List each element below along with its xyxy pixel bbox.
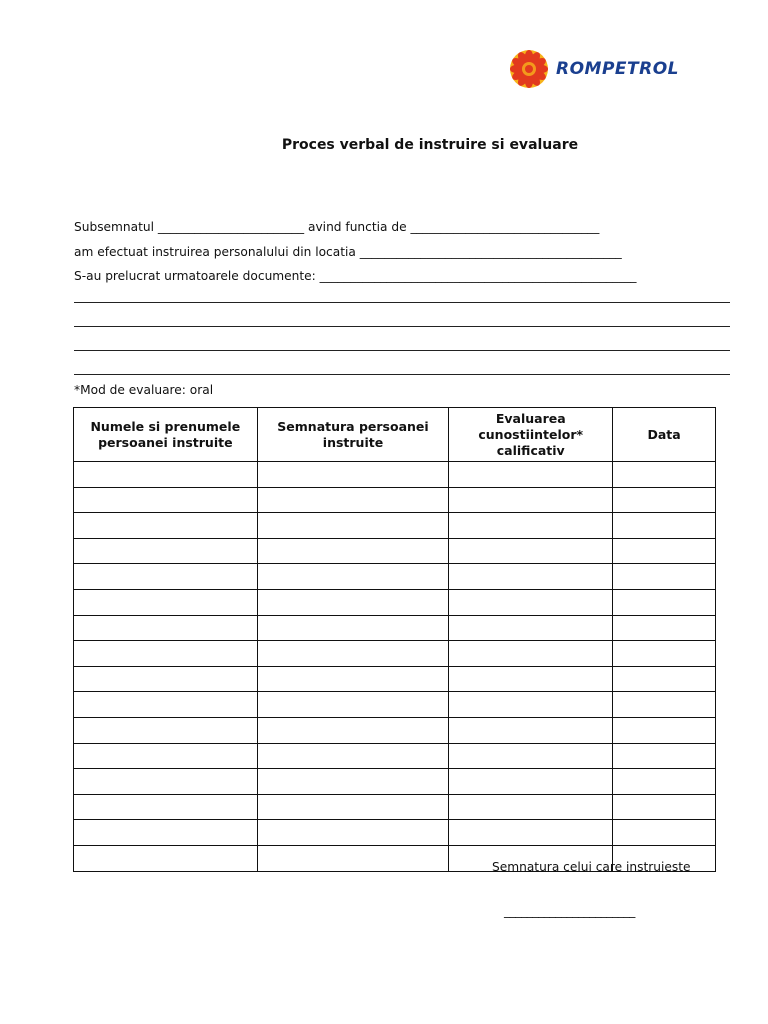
document-title: Proces verbal de instruire si evaluare xyxy=(281,137,579,153)
evaluation-cell[interactable] xyxy=(449,794,613,820)
signature-cell[interactable] xyxy=(257,769,449,795)
table-row xyxy=(74,564,716,590)
form-line-location: am efectuat instruirea personalului din locatia ___________________________________________ xyxy=(74,245,622,259)
signature-cell[interactable] xyxy=(257,538,449,564)
brand-name: ROMPETROL xyxy=(556,59,680,79)
name-cell[interactable] xyxy=(74,743,258,769)
evaluation-cell[interactable] xyxy=(449,769,613,795)
date-cell[interactable] xyxy=(613,692,716,718)
signature-cell[interactable] xyxy=(257,462,449,488)
signature-cell[interactable] xyxy=(257,794,449,820)
date-cell[interactable] xyxy=(613,487,716,513)
signature-cell[interactable] xyxy=(257,820,449,846)
table-row xyxy=(74,794,716,820)
date-cell[interactable] xyxy=(613,513,716,539)
table-row xyxy=(74,538,716,564)
evaluation-cell[interactable] xyxy=(449,487,613,513)
name-cell[interactable] xyxy=(74,615,258,641)
signature-cell[interactable] xyxy=(257,717,449,743)
date-cell[interactable] xyxy=(613,462,716,488)
name-cell[interactable] xyxy=(74,717,258,743)
header-evaluation: Evaluarea cunostiintelor* calificativ xyxy=(449,408,613,462)
form-line-documents: S-au prelucrat urmatoarele documente: ____________________________________________________ xyxy=(74,269,637,283)
rompetrol-logo xyxy=(508,48,679,90)
blank-line xyxy=(74,350,730,351)
evaluation-cell[interactable] xyxy=(449,462,613,488)
name-cell[interactable] xyxy=(74,513,258,539)
date-cell[interactable] xyxy=(613,794,716,820)
evaluation-cell[interactable] xyxy=(449,564,613,590)
table-row xyxy=(74,666,716,692)
header-date: Data xyxy=(613,408,716,462)
date-cell[interactable] xyxy=(613,564,716,590)
table-row xyxy=(74,513,716,539)
evaluation-note: *Mod de evaluare: oral xyxy=(74,383,214,397)
evaluation-cell[interactable] xyxy=(449,666,613,692)
table-row xyxy=(74,641,716,667)
table-body xyxy=(74,462,716,872)
blank-line xyxy=(74,302,730,303)
evaluation-cell[interactable] xyxy=(449,589,613,615)
table-row xyxy=(74,717,716,743)
name-cell[interactable] xyxy=(74,538,258,564)
signature-cell[interactable] xyxy=(257,692,449,718)
date-cell[interactable] xyxy=(613,641,716,667)
signature-cell[interactable] xyxy=(257,487,449,513)
signature-cell[interactable] xyxy=(257,564,449,590)
name-cell[interactable] xyxy=(74,692,258,718)
name-cell[interactable] xyxy=(74,794,258,820)
date-cell[interactable] xyxy=(613,743,716,769)
date-cell[interactable] xyxy=(613,589,716,615)
date-cell[interactable] xyxy=(613,538,716,564)
training-table xyxy=(73,407,716,872)
table-row xyxy=(74,462,716,488)
table-row xyxy=(74,589,716,615)
date-cell[interactable] xyxy=(613,666,716,692)
form-line-instructor: Subsemnatul ________________________ avind functia de _______________________________ xyxy=(74,220,600,234)
signature-label: Semnatura celui care instruieste xyxy=(492,860,691,874)
flower-logo-icon xyxy=(508,48,550,90)
evaluation-cell[interactable] xyxy=(449,641,613,667)
header-name: Numele si prenumele persoanei instruite xyxy=(74,408,258,462)
evaluation-cell[interactable] xyxy=(449,615,613,641)
blank-line xyxy=(74,374,730,375)
evaluation-cell[interactable] xyxy=(449,513,613,539)
signature-cell[interactable] xyxy=(257,513,449,539)
evaluation-cell[interactable] xyxy=(449,743,613,769)
name-cell[interactable] xyxy=(74,487,258,513)
signature-line: _______________________ xyxy=(504,904,635,918)
table-row xyxy=(74,692,716,718)
name-cell[interactable] xyxy=(74,589,258,615)
signature-cell[interactable] xyxy=(257,845,449,871)
date-cell[interactable] xyxy=(613,820,716,846)
evaluation-cell[interactable] xyxy=(449,692,613,718)
name-cell[interactable] xyxy=(74,462,258,488)
date-cell[interactable] xyxy=(613,769,716,795)
table-row xyxy=(74,769,716,795)
signature-cell[interactable] xyxy=(257,641,449,667)
signature-cell[interactable] xyxy=(257,666,449,692)
name-cell[interactable] xyxy=(74,666,258,692)
signature-cell[interactable] xyxy=(257,589,449,615)
evaluation-cell[interactable] xyxy=(449,717,613,743)
date-cell[interactable] xyxy=(613,615,716,641)
name-cell[interactable] xyxy=(74,641,258,667)
signature-cell[interactable] xyxy=(257,743,449,769)
header-signature: Semnatura persoanei instruite xyxy=(257,408,449,462)
blank-line xyxy=(74,326,730,327)
signature-cell[interactable] xyxy=(257,615,449,641)
date-cell[interactable] xyxy=(613,717,716,743)
name-cell[interactable] xyxy=(74,564,258,590)
table-row xyxy=(74,820,716,846)
name-cell[interactable] xyxy=(74,845,258,871)
evaluation-cell[interactable] xyxy=(449,820,613,846)
table-header-row xyxy=(74,408,716,462)
name-cell[interactable] xyxy=(74,820,258,846)
name-cell[interactable] xyxy=(74,769,258,795)
table-row xyxy=(74,743,716,769)
table-row xyxy=(74,487,716,513)
table-row xyxy=(74,615,716,641)
evaluation-cell[interactable] xyxy=(449,538,613,564)
